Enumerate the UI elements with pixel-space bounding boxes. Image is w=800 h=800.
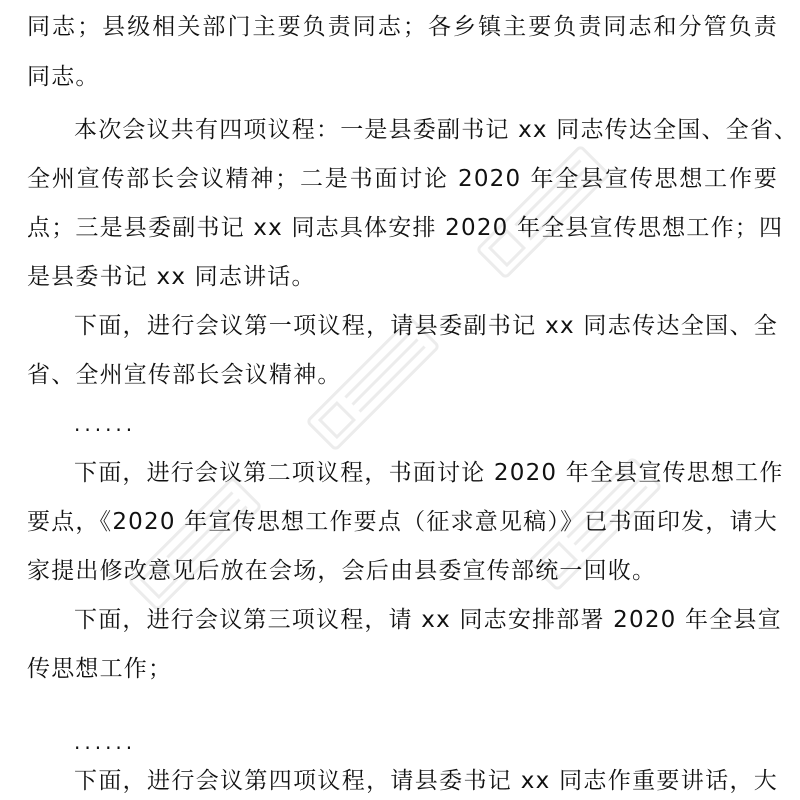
text-line: 点；三是县委副书记 xx 同志具体安排 2020 年全县宣传思想工作；四 xyxy=(27,215,784,241)
text-line: 要点，《2020 年宣传思想工作要点（征求意见稿）》已书面印发，请大 xyxy=(27,509,778,535)
text-line: 全州宣传部长会议精神；二是书面讨论 2020 年全县宣传思想工作要 xyxy=(27,166,778,192)
ellipsis-line: ...... xyxy=(74,412,137,436)
paragraph-line: 下面，进行会议第一项议程，请县委副书记 xx 同志传达全国、全 xyxy=(74,313,778,339)
text-line: 是县委书记 xx 同志讲话。 xyxy=(27,264,316,290)
text-line: 同志；县级相关部门主要负责同志；各乡镇主要负责同志和分管负责 xyxy=(27,14,778,40)
paragraph-line: 下面，进行会议第三项议程，请 xx 同志安排部署 2020 年全县宣 xyxy=(74,607,782,633)
text-line: 同志。 xyxy=(27,64,100,90)
text-line: 传思想工作； xyxy=(27,656,173,682)
text-line: 家提出修改意见后放在会场，会后由县委宣传部统一回收。 xyxy=(27,558,657,584)
paragraph-line: 下面，进行会议第四项议程，请县委书记 xx 同志作重要讲话，大 xyxy=(74,768,778,794)
ellipsis-line: ...... xyxy=(74,730,137,754)
paragraph-line: 下面，进行会议第二项议程，书面讨论 2020 年全县宣传思想工作 xyxy=(74,460,784,486)
paragraph-line: 本次会议共有四项议程：一是县委副书记 xx 同志传达全国、全省、 xyxy=(74,117,799,143)
text-line: 省、全州宣传部长会议精神。 xyxy=(27,362,342,388)
